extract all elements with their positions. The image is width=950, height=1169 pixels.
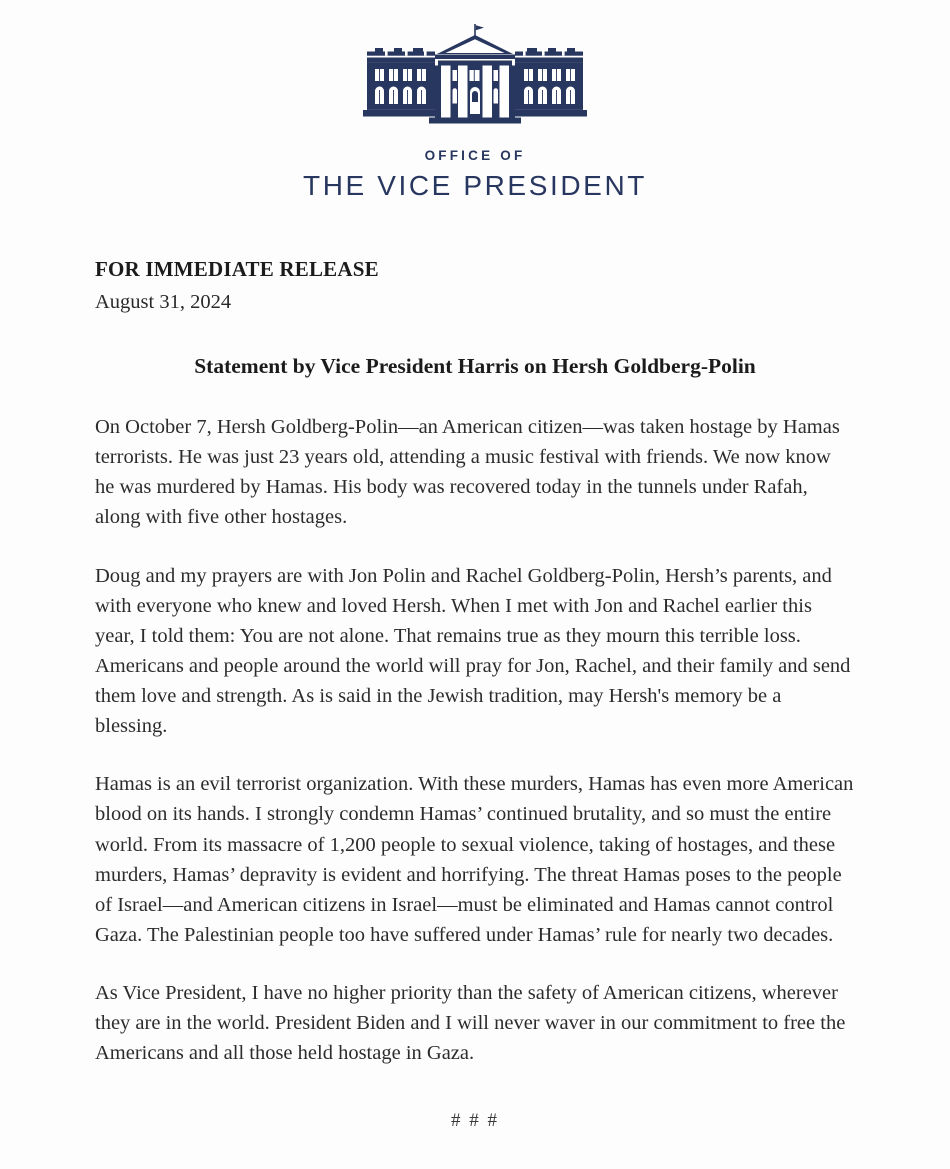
statement-paragraph: Doug and my prayers are with Jon Polin and Rachel Goldberg-Polin, Hersh’s parents, and with everyone who knew and loved Hersh. When I met with Jon and Rachel earlier this year, I told them: You are not alone. That remains true as they mourn this terrible loss. Americans and people around the world will pray for Jon, Rachel, and their family and send them love and strength. As is said in the Jewish tradition, may Hersh's memory be a blessing. [95,564,851,738]
white-house-logo-icon [361,24,589,136]
statement-paragraph: Hamas is an evil terrorist organization. With these murders, Hamas has even more American blood on its hands. I strongly condemn Hamas’ continued brutality, and so must the entire world. From its massacre of 1,200 people to sexual violence, taking of hostages, and these murders, Hamas’ depravity is evident and horrifying. The threat Hamas poses to the people of Israel—and American citizens in Israel—must be eliminated and Hamas cannot control Gaza. The Palestinian people too have suffered under Hamas’ rule for nearly two decades. [95,773,854,946]
release-body [0,257,950,1132]
statement-paragraph: As Vice President, I have no higher priority than the safety of American citizens, wherever they are in the world. President Biden and I will never waver in our commitment to free the Americans and all those held hostage in Gaza. [95,982,846,1065]
masthead [0,0,950,202]
for-immediate-release-label: FOR IMMEDIATE RELEASE [95,257,379,281]
office-of-label: OFFICE OF [424,148,526,163]
statement-paragraph: On October 7, Hersh Goldberg-Polin—an American citizen—was taken hostage by Hamas terrorists. He was just 23 years old, attending a music festival with friends. We now know he was murdered by Hamas. His body was recovered today in the tunnels under Rafah, along with five other hostages. [95,416,840,529]
release-date: August 31, 2024 [95,291,232,313]
end-of-release-mark: # # # [451,1110,499,1132]
page-title: Statement by Vice President Harris on Hersh Goldberg-Polin [194,354,756,378]
vice-president-title: THE VICE PRESIDENT [303,170,647,201]
